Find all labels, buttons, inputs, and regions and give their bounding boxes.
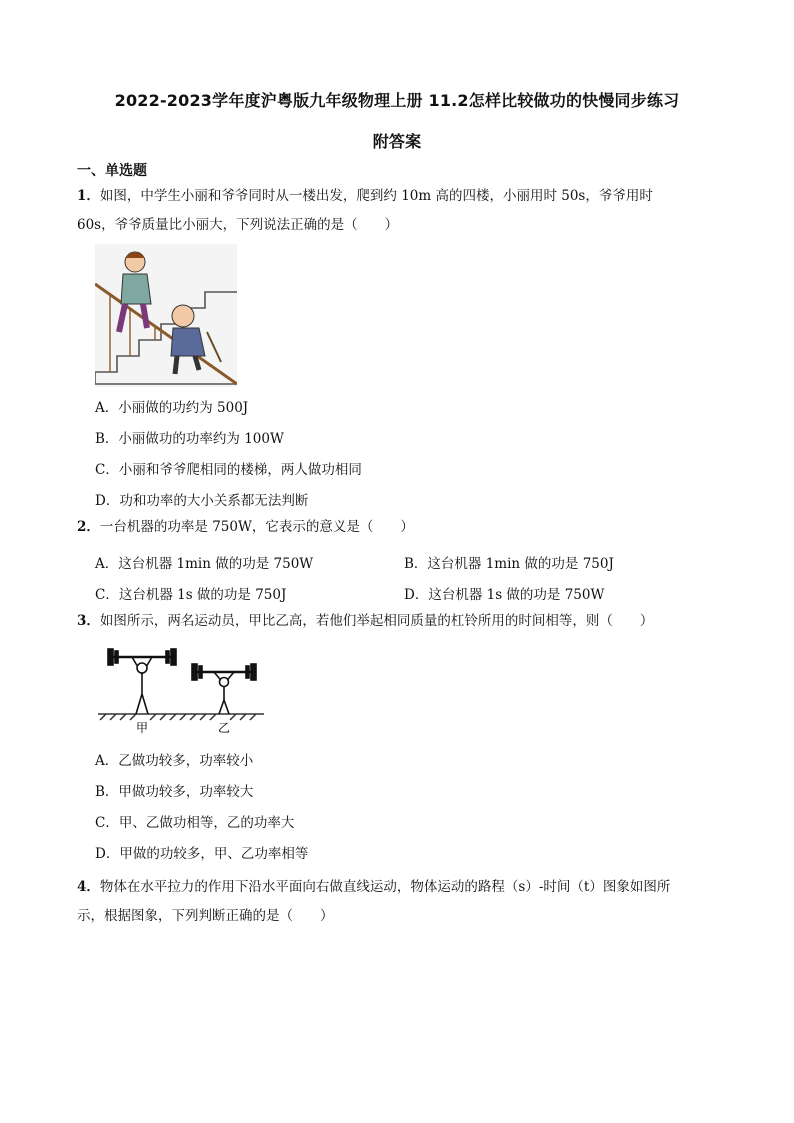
question-text: 如图，中学生小丽和爷爷同时从一楼出发，爬到约 10m 高的四楼，小丽用时 50s，爷爷用时 [99, 188, 653, 204]
label-yi: 乙 [217, 721, 231, 735]
option-b[interactable]: B．小丽做功的功率约为 100W [95, 431, 284, 447]
question-number: 3． [77, 613, 100, 629]
question-text: 一台机器的功率是 750W，它表示的意义是（ ） [99, 519, 414, 535]
lifter-jia [108, 649, 176, 714]
question-3-stem [77, 607, 717, 636]
weightlifters-diagram [96, 644, 266, 736]
option-a[interactable]: A．乙做功较多，功率较小 [95, 753, 254, 769]
option-b[interactable]: B．甲做功较多，功率较大 [95, 784, 254, 800]
option-c[interactable]: C．小丽和爷爷爬相同的楼梯，两人做功相同 [95, 462, 362, 478]
option-d[interactable]: D．这台机器 1s 做的功是 750W [404, 587, 605, 603]
option-d[interactable]: D．功和功率的大小关系都无法判断 [95, 493, 309, 509]
ground [98, 714, 264, 720]
option-b[interactable]: B．这台机器 1min 做的功是 750J [404, 556, 614, 572]
option-a[interactable]: A．小丽做的功约为 500J [95, 400, 249, 416]
question-number: 4． [77, 879, 100, 895]
section-heading: 一、单选题 [77, 163, 147, 179]
document-title-line1: 2022-2023学年度沪粤版九年级物理上册 11.2怎样比较做功的快慢同步练习 [114, 91, 680, 110]
question-text: 如图所示，两名运动员，甲比乙高，若他们举起相同质量的杠铃所用的时间相等，则（ ） [99, 613, 654, 629]
document-title-line2: 附答案 [372, 132, 422, 151]
option-d[interactable]: D．甲做的功较多，甲、乙功率相等 [95, 846, 309, 862]
question-number: 1． [77, 188, 100, 204]
question-1-stem [77, 182, 717, 240]
question-text: 60s，爷爷质量比小丽大，下列说法正确的是（ ） [77, 217, 399, 233]
question-text: 示，根据图象，下列判断正确的是（ ） [77, 908, 334, 924]
option-c[interactable]: C．这台机器 1s 做的功是 750J [95, 587, 287, 603]
label-jia: 甲 [135, 721, 149, 735]
option-a[interactable]: A．这台机器 1min 做的功是 750W [95, 556, 314, 572]
question-number: 2． [77, 519, 100, 535]
question-text: 物体在水平拉力的作用下沿水平面向右做直线运动，物体运动的路程（s）-时间（t）图象如图所 [99, 879, 671, 895]
stairs-illustration [95, 244, 237, 387]
question-4-stem [77, 873, 717, 931]
lifter-yi [192, 664, 256, 714]
option-c[interactable]: C．甲、乙做功相等，乙的功率大 [95, 815, 295, 831]
question-2-stem [77, 513, 717, 542]
